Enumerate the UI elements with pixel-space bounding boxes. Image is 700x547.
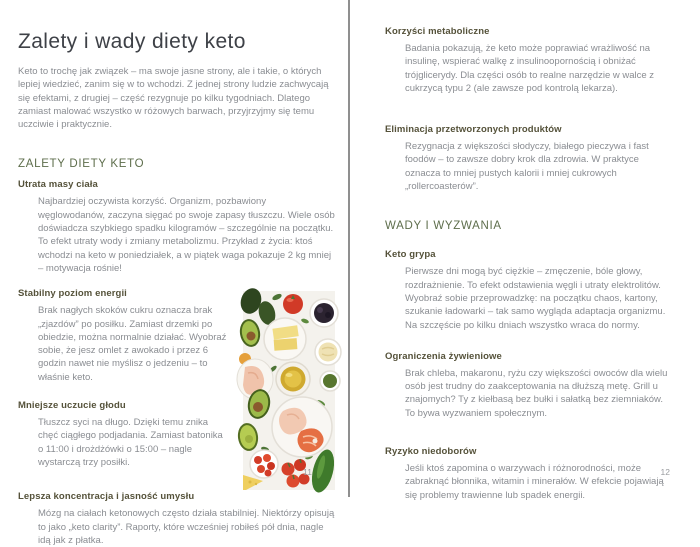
page-right (350, 0, 700, 501)
subsection-heading: Ograniczenia żywieniowe (385, 350, 502, 362)
subsection-body: Rezygnacja z większości słodyczy, białego pieczywa i fast foodów – to zawsze dobry krok dla zdrowia. W praktyce oznacza to mniej pustych kalorii i mniej cukrowych „rollercoasterów”. (405, 141, 649, 193)
keto-food-image (243, 291, 335, 490)
subsection-body: Brak chleba, makaronu, ryżu czy większości owoców dla wielu osób jest trudny do zaakceptowania na dłuższą metę. Grill u znajomych? Ty z kiełbasą bez bułki i sałatką bez ziemniaków. To bywa wyzwaniem społecznym. (405, 367, 668, 419)
subsection-korzysci-metaboliczne (385, 26, 675, 95)
subsection-heading: Eliminacja przetworzonych produktów (385, 124, 562, 136)
subsection-ograniczenia-zywieniowe (385, 351, 675, 420)
text-with-image-block (18, 288, 335, 547)
subsection-heading: Keto grypa (385, 249, 436, 261)
page-number: 12 (660, 467, 670, 477)
subsection-eliminacja-przetworzonych (385, 124, 675, 193)
subsection-ryzyko-niedoborow (385, 446, 675, 502)
subsection-keto-grypa (385, 249, 675, 331)
keto-food-illustration (243, 291, 335, 490)
subsection-body: Jeśli ktoś zapomina o warzywach i różnorodności, może zabraknąć błonnika, witamin i minerałów. W efekcie pojawiają się problemy trawienne lub spadek energii. (405, 463, 664, 501)
subsection-heading: Lepsza koncentracja i jasność umysłu (18, 491, 195, 503)
intro-paragraph: Keto to trochę jak związek – ma swoje jasne strony, ale i takie, o których lepiej wiedzieć, zanim się w to wchodzi. Z jednej strony ludzie zachwycają się efektami, z drugiej – część rezygnuje po kilku tygodniach. Dlatego zamiast malować wszystko w różowych barwach, przyjrzyjmy się temu uczciwie i praktycznie. (18, 66, 329, 131)
subsection-body: Najbardziej oczywista korzyść. Organizm, pozbawiony węglowodanów, zaczyna sięgać po swoje zapasy tłuszczu. Wiele osób doświadcza szybkiego spadku kilogramów – szczególnie na początku. To efekt utraty wody i zmiany metabolizmu. Przykład z życia: ktoś wchodzi na keto w poniedziałek, a w piątek waga pokazuje 2 kg mniej – motywacja rośnie! (38, 196, 335, 274)
subsection-heading: Utrata masy ciała (18, 179, 98, 191)
page-left (0, 0, 348, 546)
subsection-body: Brak nagłych skoków cukru oznacza brak „zjazdów” po posiłku. Zamiast drzemki po obiedzie, można normalnie działać. Wyobraź sobie, że jesz omlet z awokado i przez 6 godzin nawet nie myślisz o jedzeniu – to właśnie keto. (38, 305, 227, 383)
page-number: 11 (303, 467, 312, 477)
subsection-utrata-masy-ciala (18, 179, 335, 275)
subsection-lepsza-koncentracja (18, 491, 335, 547)
section-header-zalety: ZALETY DIETY KETO (18, 158, 145, 171)
subsection-body: Pierwsze dni mogą być ciężkie – zmęczenie, bóle głowy, rozdrażnienie. To efekt odstawienia węgli i utraty elektrolitów. Wyobraź sobie przeprowadzkę: na początku chaos, kartony, szukanie ładowarki – tak samo wygląda adaptacja organizmu. Na szczęście po kilku dniach wszystko wraca do normy. (405, 266, 666, 331)
subsection-body: Tłuszcz syci na długo. Dzięki temu znika chęć ciągłego podjadania. Zamiast batonika o 11:00 i drożdżówki o 15:00 – nagle wystarczą trzy posiłki. (38, 417, 223, 468)
subsection-body: Badania pokazują, że keto może poprawiać wrażliwość na insulinę, wspierać walkę z insulinoopornością i obniżać trójglicerydy. Dla części osób to realne narzędzie w walce z cukrzycą typu 2 (ale zawsze pod kontrolą lekarza). (405, 43, 655, 94)
subsection-heading: Korzyści metaboliczne (385, 26, 490, 37)
page-title: Zalety i wady diety keto (18, 30, 246, 53)
subsection-body: Mózg na ciałach ketonowych często działa stabilniej. Niektórzy opisują to jako „keto clarity”. Raporty, które wcześniej robiłeś pół dnia, nagle idą jak z płatka. (38, 508, 335, 546)
subsection-heading: Mniejsze uczucie głodu (18, 400, 126, 412)
subsection-heading: Ryzyko niedoborów (385, 446, 477, 458)
section-header-wady: WADY I WYZWANIA (385, 220, 502, 233)
subsection-heading: Stabilny poziom energii (18, 288, 127, 300)
